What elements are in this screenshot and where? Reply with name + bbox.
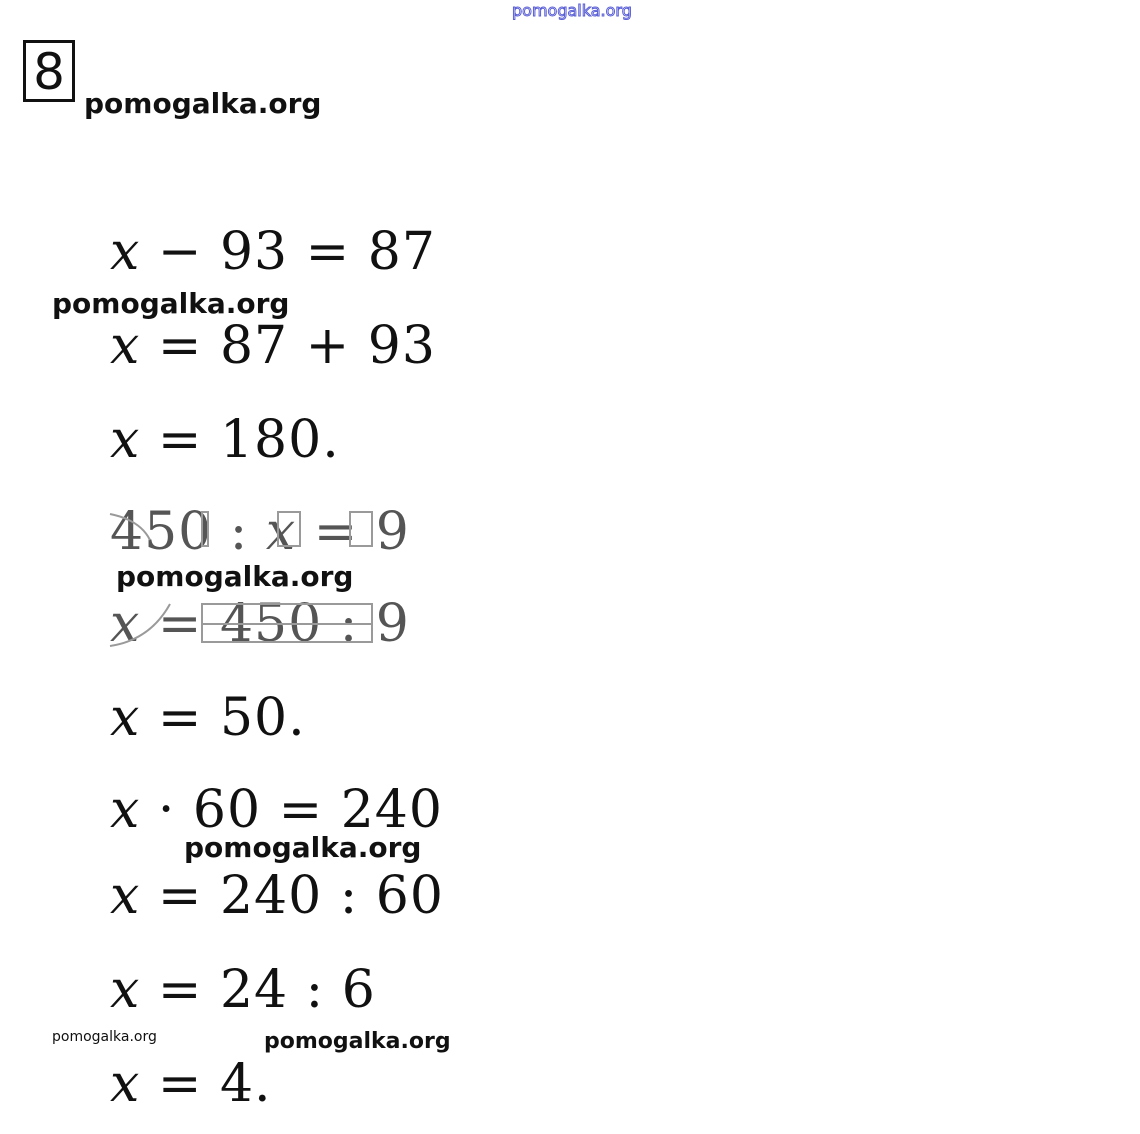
variable: x (110, 1054, 141, 1114)
equation-text: = 180. (140, 410, 340, 470)
equation-line (110, 222, 436, 282)
equation-line (110, 960, 376, 1020)
equation-text: = 24 : 6 (140, 960, 376, 1020)
equation-text: = 450 : 9 (140, 594, 410, 654)
variable: x (110, 866, 141, 926)
variable: x (110, 594, 141, 654)
watermark: pomogalka.org (116, 560, 354, 593)
equation-line (110, 780, 443, 840)
equation-text: = 9 (296, 502, 410, 562)
variable: x (110, 688, 141, 748)
variable: x (110, 960, 141, 1020)
equation-line (110, 594, 410, 654)
equation-text: = 87 + 93 (140, 316, 436, 376)
equation-text: = 50. (140, 688, 306, 748)
task-number-box: 8 (23, 40, 75, 102)
watermark: pomogalka.org (84, 87, 322, 120)
variable: x (265, 502, 297, 562)
equation-line (110, 866, 444, 926)
variable: x (110, 780, 141, 840)
watermark: pomogalka.org (52, 287, 290, 320)
variable: x (110, 410, 141, 470)
equation-line (110, 688, 306, 748)
equation-text: = 240 : 60 (140, 866, 444, 926)
variable: x (110, 222, 141, 282)
equation-line (110, 502, 410, 562)
equation-line (110, 316, 436, 376)
top-watermark: pomogalka.org (512, 1, 632, 20)
equation-line (110, 1054, 272, 1114)
variable: x (110, 316, 141, 376)
equation-text: 450 : (110, 502, 266, 562)
watermark: pomogalka.org (264, 1029, 451, 1054)
equation-text: − 93 = 87 (140, 222, 436, 282)
equation-line (110, 410, 340, 470)
watermark: pomogalka.org (184, 831, 422, 864)
watermark-small: pomogalka.org (52, 1029, 157, 1045)
equation-text: · 60 = 240 (140, 780, 443, 840)
equation-text: = 4. (140, 1054, 272, 1114)
